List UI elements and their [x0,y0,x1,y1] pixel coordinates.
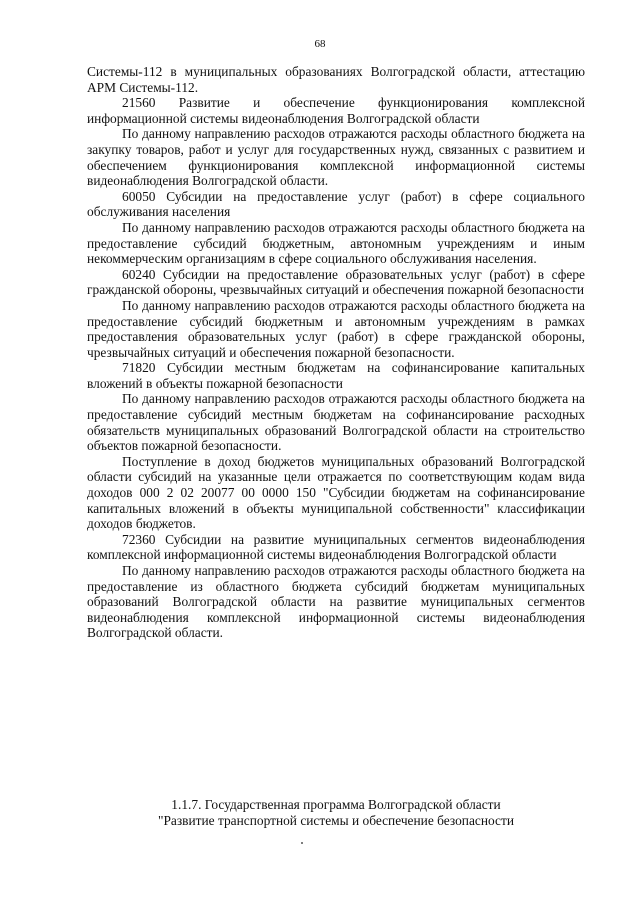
paragraph: По данному направлению расходов отражаются расходы областного бюджета на закупку товаров, работ и услуг для государственных нужд, связанных с развитием и обеспечением функционирования комплексной информационной системы видеонаблюдения Волгоградской области. [87,126,585,189]
code-heading-71820: 71820 Субсидии местным бюджетам на софинансирование капитальных вложений в объекты пожарной безопасности [87,360,585,391]
page-number: 68 [314,38,326,50]
document-body [87,64,585,641]
code-heading-60240: 60240 Субсидии на предоставление образовательных услуг (работ) в сфере гражданской обороны, чрезвычайных ситуаций и обеспечения пожарной безопасности [87,266,585,298]
code-heading-72360: 72360 Субсидии на развитие муниципальных сегментов видеонаблюдения комплексной информационной системы видеонаблюдения Волгоградской области [87,531,585,563]
code-heading-21560: 21560 Развитие и обеспечение функционирования комплексной информационной системы видеонаблюдения Волгоградской области [87,95,585,126]
paragraph: По данному направлению расходов отражаются расходы областного бюджета на предоставление из областного бюджета субсидий бюджетам муниципальных образований Волгоградской области на развитие муниципальных сегментов видеонаблюдения комплексной информационной системы видеонаблюдения Волгоградской области. [87,563,585,641]
code-heading-60050: 60050 Субсидии на предоставление услуг (работ) в сфере социального обслуживания населения [87,188,585,220]
paragraph: По данному направлению расходов отражаются расходы областного бюджета на предоставление субсидий бюджетным и автономным учреждениям в рамках предоставления образовательных услуг (работ) в сфере гражданской обороны, чрезвычайных ситуаций и обеспечения пожарной безопасности. [87,297,585,360]
section-heading-line-2: "Развитие транспортной системы и обеспечение безопасности [158,813,514,828]
paragraph: По данному направлению расходов отражаются расходы областного бюджета на предоставление субсидий бюджетным, автономным учреждениям и иным некоммерческим организациям в сфере социального обслуживания населения. [87,219,585,267]
section-heading [87,797,585,829]
paragraph: По данному направлению расходов отражаются расходы областного бюджета на предоставление субсидий местным бюджетам на софинансирование расходных обязательств муниципальных образований Волгоградской области на строительство объектов пожарной безопасности. [87,391,585,454]
paragraph-continuation: Системы-112 в муниципальных образованиях Волгоградской области, аттестацию АРМ Системы-112. [87,64,585,95]
section-heading-line-1: 1.1.7. Государственная программа Волгоградской области [171,797,501,812]
scan-dot-mark [301,842,303,844]
paragraph: Поступление в доход бюджетов муниципальных образований Волгоградской области субсидий на указанные цели отражается по соответствующим кодам вида доходов 000 2 02 20077 00 0000 150 "Субсидии бюджетам на софинансирование капитальных вложений в объекты муниципальной собственности" классификации доходов бюджетов. [87,453,585,532]
